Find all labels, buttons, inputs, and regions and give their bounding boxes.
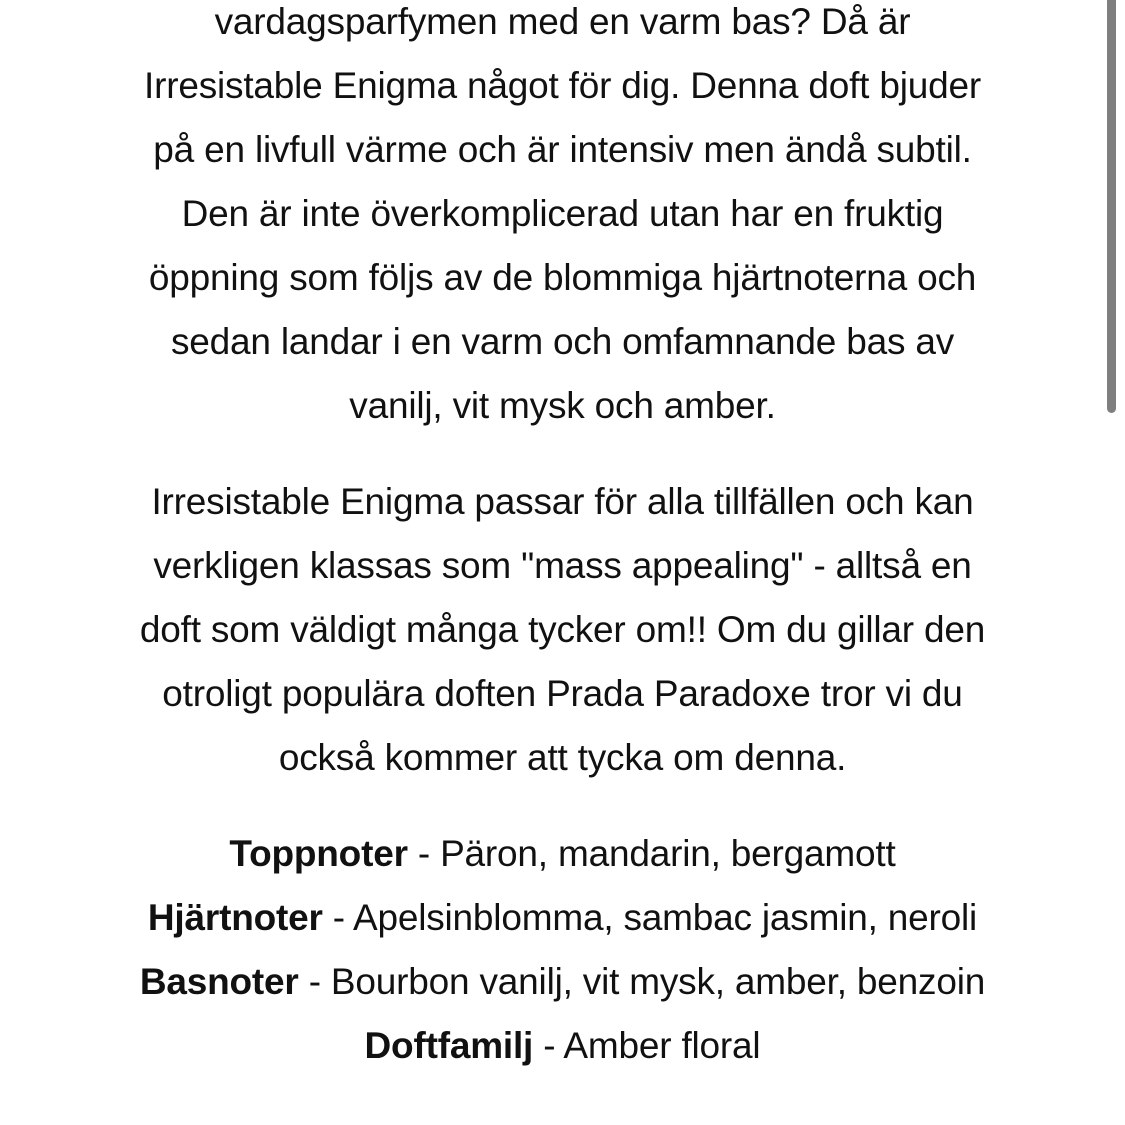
note-separator: -	[298, 961, 331, 1002]
note-label: Hjärtnoter	[147, 897, 323, 938]
text-line: Irresistable Enigma passar för alla tillfällen och kan	[151, 481, 974, 522]
text-line: vanilj, vit mysk och amber.	[349, 385, 776, 426]
note-value: Päron, mandarin, bergamott	[440, 833, 896, 874]
note-value: Bourbon vanilj, vit mysk, amber, benzoin	[330, 961, 986, 1002]
text-line: otroligt populära doften Prada Paradoxe tror vi du	[162, 673, 963, 714]
note-row-heart	[0, 886, 1125, 950]
text-line: också kommer att tycka om denna.	[278, 737, 847, 778]
note-value: Amber floral	[563, 1025, 761, 1066]
note-label: Doftfamilj	[364, 1025, 534, 1066]
text-line: Den är inte överkomplicerad utan har en fruktig	[181, 193, 944, 234]
note-separator: -	[533, 1025, 564, 1066]
description-paragraph-1	[0, 0, 1125, 438]
note-separator: -	[322, 897, 353, 938]
text-line: doft som väldigt många tycker om!! Om du gillar den	[139, 609, 986, 650]
text-line: vardagsparfymen med en varm bas? Då är	[214, 1, 911, 42]
description-paragraph-2	[0, 470, 1125, 790]
text-line: verkligen klassas som "mass appealing" - alltså en	[153, 545, 972, 586]
text-line: öppning som följs av de blommiga hjärtnoterna och	[148, 257, 977, 298]
vertical-scrollbar[interactable]	[1107, 0, 1116, 413]
note-row-top	[0, 822, 1125, 886]
fragrance-notes	[0, 822, 1125, 1078]
note-row-family	[0, 1014, 1125, 1078]
note-value: Apelsinblomma, sambac jasmin, neroli	[352, 897, 978, 938]
note-label: Toppnoter	[229, 833, 408, 874]
text-line: Irresistable Enigma något för dig. Denna doft bjuder	[144, 65, 981, 106]
note-label: Basnoter	[139, 961, 299, 1002]
text-line: sedan landar i en varm och omfamnande bas av	[170, 321, 955, 362]
text-line: på en livfull värme och är intensiv men ändå subtil.	[153, 129, 972, 170]
note-separator: -	[407, 833, 441, 874]
note-row-base	[0, 950, 1125, 1014]
